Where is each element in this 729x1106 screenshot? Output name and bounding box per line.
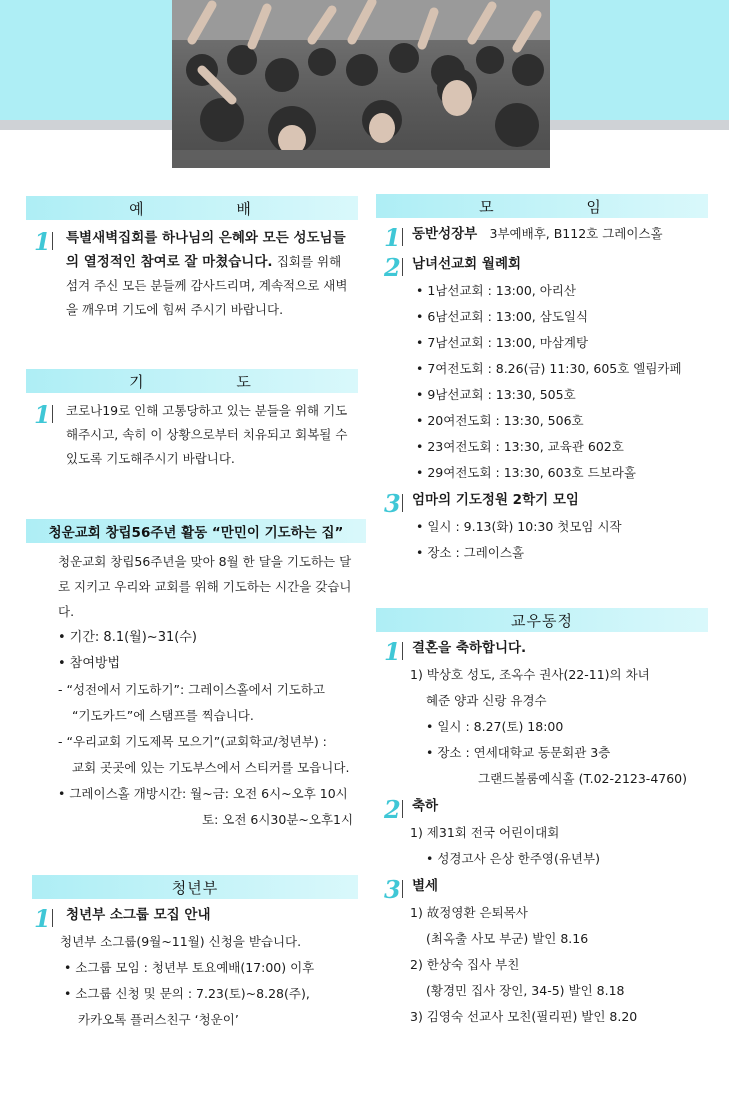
item-number: 1 (34, 904, 51, 933)
youth-line-1: 청년부 소그룹(9월~11월) 신청을 받습니다. (60, 934, 302, 949)
anniversary-header: 청운교회 창립56주년 활동 “만민이 기도하는 집” (26, 519, 366, 543)
news-item-2-title: 축하 (412, 798, 439, 814)
news-item-1-line: • 일시 : 8.27(토) 18:00 (426, 719, 564, 734)
method-item-2-cont: 교회 곳곳에 있는 기도부스에서 스티커를 모읍니다. (72, 760, 350, 775)
meeting-item-3-line: • 장소 : 그레이스홀 (416, 545, 525, 560)
youth-section (32, 875, 358, 1027)
number-divider (402, 642, 403, 660)
youth-line-2: • 소그룹 모임 : 청년부 토요예배(17:00) 이후 (64, 960, 315, 975)
news-item-2-line: 1) 제31회 전국 어린이대회 (410, 825, 560, 840)
meeting-item-2-line: • 1남선교회 : 13:00, 아리산 (416, 283, 576, 298)
number-divider (402, 228, 403, 246)
news-item-3-line: (황경민 집사 장인, 34-5) 발인 8.18 (426, 983, 625, 998)
method-item-2: - “우리교회 기도제목 모으기”(교회학교/청년부) : (58, 734, 327, 749)
meeting-item-1-text: 3부예배후, B112호 그레이스홀 (489, 226, 663, 241)
news-item-3-line: 2) 한상숙 집사 부친 (410, 957, 520, 972)
worship-section (26, 196, 358, 317)
youth-title: 청년부 소그룹 모집 안내 (66, 907, 211, 923)
news-item-1-line: 1) 박상호 성도, 조옥수 권사(22-11)의 차녀 (410, 667, 650, 682)
worship-header: 예 배 (26, 196, 358, 220)
news-item-1-title: 결혼을 축하합니다. (412, 640, 527, 656)
number-divider (52, 909, 53, 927)
item-number: 1 (34, 227, 51, 256)
hall-hours-sat: 토: 오전 6시30분~오후1시 (202, 812, 354, 827)
anniversary-period: • 기간: 8.1(월)~31(수) (58, 630, 197, 645)
news-item-1-line: 혜준 양과 신랑 유경수 (426, 693, 547, 708)
item-number: 2 (384, 253, 401, 282)
method-item-1-cont: “기도카드”에 스탬프를 찍습니다. (72, 708, 254, 723)
worship-body-text: 집회를 위해 섬겨 주신 모든 분들께 감사드리며, 계속적으로 새벽을 깨우며 기도에 힘써 주시기 바랍니다. (66, 254, 348, 317)
prayer-text: 코로나19로 인해 고통당하고 있는 분들을 위해 기도해주시고, 속히 이 상황으로부터 치유되고 회복될 수 있도록 기도해주시기 바랍니다. (66, 403, 348, 466)
meeting-item-2-line: • 29여전도회 : 13:30, 603호 드보라홀 (416, 465, 636, 480)
prayer-section (26, 369, 358, 466)
anniversary-section (26, 519, 366, 827)
youth-header: 청년부 (32, 875, 358, 899)
meeting-item-2-line: • 7남선교회 : 13:00, 마삼계탕 (416, 335, 589, 350)
meeting-section (376, 194, 708, 560)
meeting-item-3-line: • 일시 : 9.13(화) 10:30 첫모임 시작 (416, 519, 622, 534)
news-item-3-title: 별세 (412, 878, 439, 894)
news-item-3-line: 3) 김영숙 선교사 모친(필리핀) 발인 8.20 (410, 1009, 638, 1024)
news-section (376, 608, 708, 1024)
number-divider (402, 494, 403, 512)
worship-text (66, 226, 356, 322)
meeting-item-2-line: • 20여전도회 : 13:30, 506호 (416, 413, 584, 428)
worship-bold-text: 특별새벽집회를 하나님의 은혜와 모든 성도님들의 열정적인 참여로 잘 마쳤습니다. (66, 230, 346, 270)
news-item-2-line: • 성경고사 은상 한주영(유년부) (426, 851, 600, 866)
news-item-1-line: • 장소 : 연세대학교 동문회관 3층 (426, 745, 611, 760)
item-number: 3 (384, 489, 401, 518)
meeting-item-1-title: 동반성장부 (412, 226, 478, 242)
anniversary-intro: 청운교회 창립56주년을 맞아 8월 한 달을 기도하는 달로 지키고 우리와 교회를 위해 기도하는 시간을 갖습니다. (58, 554, 352, 619)
news-item-1-line: 그랜드볼룸예식홀 (T.02-2123-4760) (478, 771, 688, 786)
item-number: 1 (384, 637, 401, 666)
meeting-item-2-line: • 9남선교회 : 13:30, 505호 (416, 387, 576, 402)
number-divider (402, 800, 403, 818)
prayer-header: 기 도 (26, 369, 358, 393)
item-number: 2 (384, 795, 401, 824)
news-item-3-line: 1) 故정영환 은퇴목사 (410, 905, 528, 920)
anniversary-method: • 참여방법 (58, 656, 121, 671)
item-number: 1 (34, 400, 51, 429)
worship-photo (172, 0, 550, 168)
number-divider (52, 405, 53, 423)
news-header: 교우동정 (376, 608, 708, 632)
item-number: 1 (384, 223, 401, 252)
meeting-item-2-line: • 7여전도회 : 8.26(금) 11:30, 605호 엘림카페 (416, 361, 682, 376)
meeting-header: 모 임 (376, 194, 708, 218)
number-divider (52, 232, 53, 250)
method-item-1: - “성전에서 기도하기”: 그레이스홀에서 기도하고 (58, 682, 325, 697)
meeting-item-2-line: • 6남선교회 : 13:00, 삼도일식 (416, 309, 589, 324)
item-number: 3 (384, 875, 401, 904)
meeting-item-1 (412, 222, 663, 246)
youth-line-4: 카카오톡 플러스친구 ‘청운이’ (78, 1012, 239, 1027)
youth-line-3: • 소그룹 신청 및 문의 : 7.23(토)~8.28(주), (64, 986, 310, 1001)
meeting-item-2-title: 남녀선교회 월례회 (412, 256, 522, 272)
meeting-item-3-title: 엄마의 기도정원 2학기 모임 (412, 492, 579, 508)
number-divider (402, 880, 403, 898)
hall-hours: • 그레이스홀 개방시간: 월~금: 오전 6시~오후 10시 (58, 786, 348, 801)
news-item-3-line: (최옥출 사모 부군) 발인 8.16 (426, 931, 589, 946)
meeting-item-2-line: • 23여전도회 : 13:30, 교육관 602호 (416, 439, 624, 454)
number-divider (402, 258, 403, 276)
